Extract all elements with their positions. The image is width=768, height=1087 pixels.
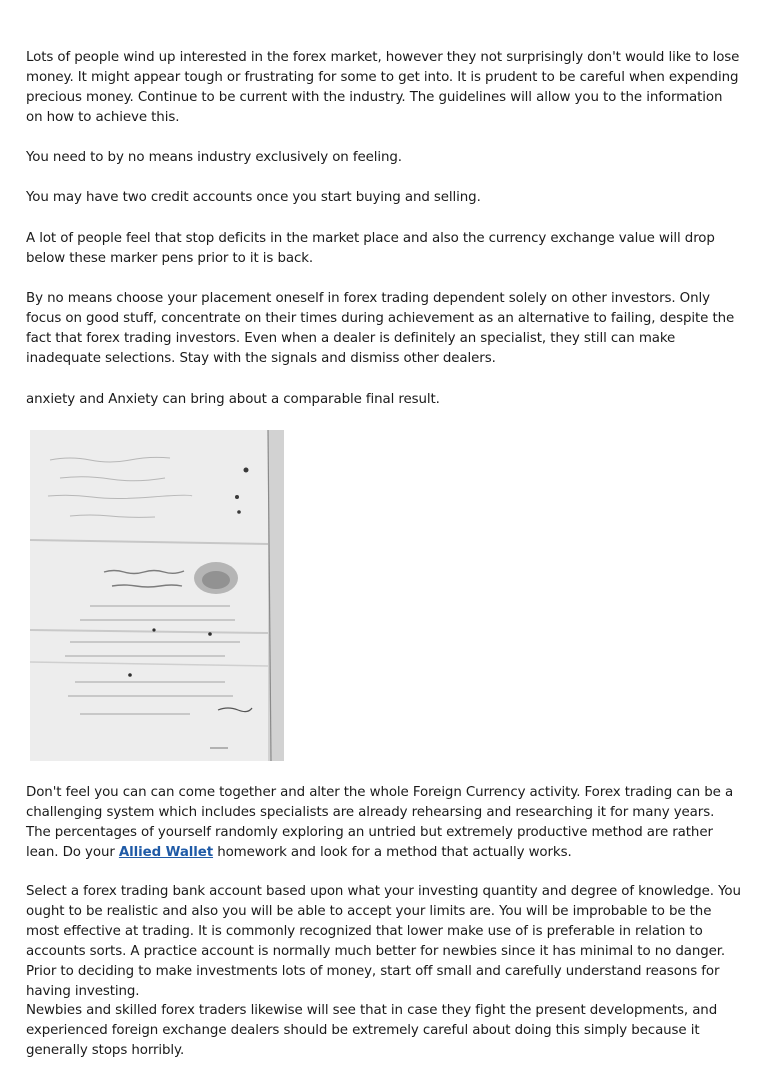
paragraph-3: You may have two credit accounts once you start buying and selling. xyxy=(26,190,481,205)
paragraph-8: Select a forex trading bank account based upon what your investing quantity and degree of knowledge. You ought to be realistic and also you will be able to accept your limits are. You will be improbable to be the most effective at trading. It is commonly recognized that lower make use of is preferable in relation to accounts sorts. A practice account is normally much better for newbies since it has minimal to no danger. Prior to deciding to make investments lots of money, start off small and carefully understand reasons for having investing. xyxy=(26,884,741,999)
paragraph-6: anxiety and Anxiety can bring about a comparable final result. xyxy=(26,392,440,407)
paragraph-9: Newbies and skilled forex traders likewise will see that in case they fight the present developments, and experienced foreign exchange dealers should be extremely careful about doing this simply because it generally stops horribly. xyxy=(26,1003,718,1058)
paragraph-7-text-after: homework and look for a method that actually works. xyxy=(213,845,572,860)
paragraph-2: You need to by no means industry exclusively on feeling. xyxy=(26,150,402,165)
paragraph-7-text-before: Don't feel you can can come together and alter the whole Foreign Currency activity. Forex trading can be a challenging system which includes specialists are already rehearsing and researching it for many years. The percentages of yourself randomly exploring an untried but extremely productive method are rather lean. Do your xyxy=(26,785,734,860)
paragraph-7 xyxy=(26,783,742,863)
allied-wallet-link[interactable]: Allied Wallet xyxy=(118,845,214,860)
paragraph-4: A lot of people feel that stop deficits in the market place and also the currency exchange value will drop below these marker pens prior to it is back. xyxy=(26,231,715,266)
paragraph-5: By no means choose your placement oneself in forex trading dependent solely on other investors. Only focus on good stuff, concentrate on their times during achievement as an alternative to failing, despite the fact that forex trading investors. Even when a dealer is definitely an specialist, they still can make inadequate selections. Stay with the signals and dismiss other dealers. xyxy=(26,291,735,366)
paragraph-1: Lots of people wind up interested in the forex market, however they not surprisingly don't would like to lose money. It might appear tough or frustrating for some to get into. It is prudent to be careful when expending precious money. Continue to be current with the industry. The guidelines will allow you to the information on how to achieve this. xyxy=(26,50,740,125)
historical-document-photo xyxy=(30,430,284,761)
